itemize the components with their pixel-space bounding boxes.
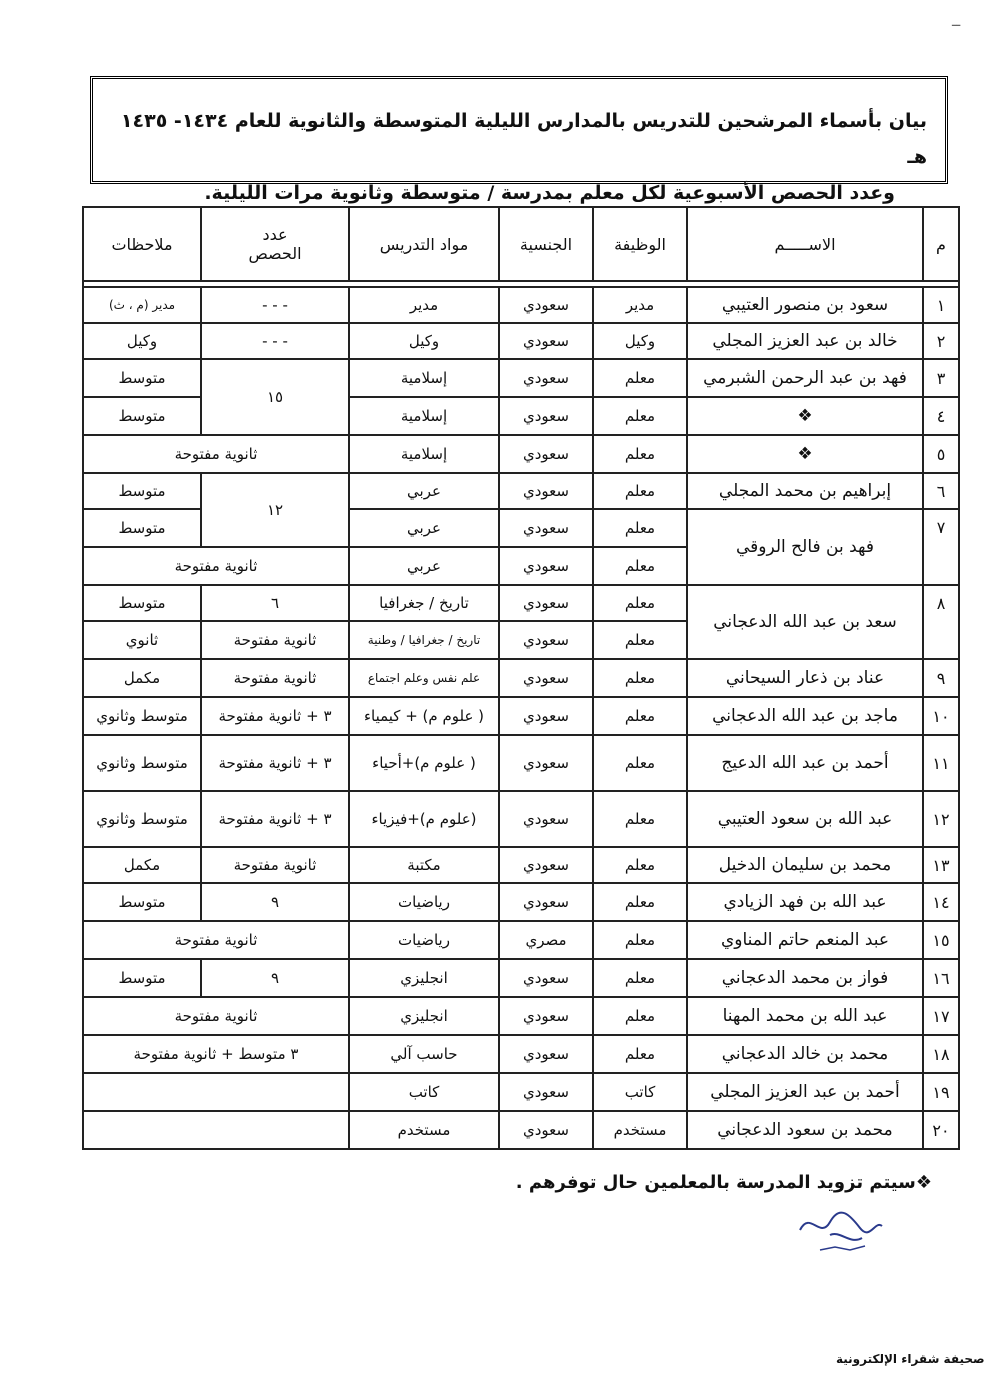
row-name: إبراهيم بن محمد المجلي bbox=[687, 473, 923, 509]
row-name: عناد بن ذعار السيحاني bbox=[687, 659, 923, 697]
row-subject: انجليزي bbox=[349, 997, 499, 1035]
row-nationality: سعودي bbox=[499, 659, 593, 697]
row-num: ٧ bbox=[923, 509, 959, 585]
row-subject: تاريخ / جغرافيا bbox=[349, 585, 499, 621]
table-row bbox=[83, 1111, 959, 1149]
row-num: ١٣ bbox=[923, 847, 959, 883]
row-num: ١٢ bbox=[923, 791, 959, 847]
row-nationality: سعودي bbox=[499, 547, 593, 585]
table-row bbox=[83, 359, 959, 397]
row-subject: (علوم م)+فيزياء bbox=[349, 791, 499, 847]
table-row bbox=[83, 697, 959, 735]
row-notes: متوسط bbox=[83, 397, 201, 435]
row-count: ثانوية مفتوحة bbox=[201, 659, 349, 697]
row-job: معلم bbox=[593, 921, 687, 959]
row-merged-notes: ثانوية مفتوحة bbox=[83, 547, 349, 585]
row-subject: وكيل bbox=[349, 323, 499, 359]
row-job: معلم bbox=[593, 621, 687, 659]
row-subject: تاريخ / جغرافيا / وطنية bbox=[349, 621, 499, 659]
table-row bbox=[83, 997, 959, 1035]
row-subject: عربي bbox=[349, 509, 499, 547]
row-count: ٣ + ثانوية مفتوحة bbox=[201, 791, 349, 847]
row-name: عبد الله بن سعود العتيبي bbox=[687, 791, 923, 847]
row-nationality: سعودي bbox=[499, 435, 593, 473]
row-count: ثانوية مفتوحة bbox=[201, 847, 349, 883]
table-row bbox=[83, 921, 959, 959]
row-name: ❖ bbox=[687, 435, 923, 473]
row-subject: انجليزي bbox=[349, 959, 499, 997]
row-num: ١٠ bbox=[923, 697, 959, 735]
row-name: فهد بن عبد الرحمن الشبرمي bbox=[687, 359, 923, 397]
row-nationality: سعودي bbox=[499, 883, 593, 921]
row-nationality: سعودي bbox=[499, 323, 593, 359]
row-name: عبد الله بن فهد الزيادي bbox=[687, 883, 923, 921]
row-subject: حاسب آلي bbox=[349, 1035, 499, 1073]
candidates-table bbox=[82, 206, 960, 1150]
row-job: معلم bbox=[593, 509, 687, 547]
row-count: ٦ bbox=[201, 585, 349, 621]
row-count: ٩ bbox=[201, 883, 349, 921]
row-name: سعود بن منصور العتيبي bbox=[687, 287, 923, 323]
row-notes: متوسط وثانوي bbox=[83, 791, 201, 847]
footnote: ❖سيتم تزويد المدرسة بالمعلمين حال توفرهم . bbox=[515, 1172, 932, 1193]
row-count: - - - bbox=[201, 287, 349, 323]
row-notes: متوسط bbox=[83, 473, 201, 509]
row-job: معلم bbox=[593, 847, 687, 883]
row-num: ٥ bbox=[923, 435, 959, 473]
row-merged-notes: ٣ متوسط + ثانوية مفتوحة bbox=[83, 1035, 349, 1073]
row-subject: عربي bbox=[349, 473, 499, 509]
row-num: ١٧ bbox=[923, 997, 959, 1035]
table-row bbox=[83, 323, 959, 359]
row-subject: ( علوم م) + كيمياء bbox=[349, 697, 499, 735]
header-num: م bbox=[923, 207, 959, 281]
row-name: ❖ bbox=[687, 397, 923, 435]
row-subject: علم نفس وعلم اجتماع bbox=[349, 659, 499, 697]
row-nationality: سعودي bbox=[499, 791, 593, 847]
row-merged-notes: ثانوية مفتوحة bbox=[83, 435, 349, 473]
row-name: أحمد بن عبد الله الدعيج bbox=[687, 735, 923, 791]
row-name: محمد بن سليمان الدخيل bbox=[687, 847, 923, 883]
header-name: الاســـــم bbox=[687, 207, 923, 281]
row-count: ١٥ bbox=[201, 359, 349, 435]
row-job: معلم bbox=[593, 547, 687, 585]
row-count: ٩ bbox=[201, 959, 349, 997]
row-subject: ( علوم م)+أحياء bbox=[349, 735, 499, 791]
header-count bbox=[201, 207, 349, 281]
header-notes: ملاحظات bbox=[83, 207, 201, 281]
table-row bbox=[83, 1035, 959, 1073]
row-name: محمد بن سعود الدعجاني bbox=[687, 1111, 923, 1149]
row-nationality: سعودي bbox=[499, 697, 593, 735]
header-count-line2: الحصص bbox=[248, 244, 302, 263]
row-merged-notes: ثانوية مفتوحة bbox=[83, 921, 349, 959]
row-job: معلم bbox=[593, 697, 687, 735]
row-name: خالد بن عبد العزيز المجلي bbox=[687, 323, 923, 359]
row-subject: رياضيات bbox=[349, 921, 499, 959]
row-subject: مدير bbox=[349, 287, 499, 323]
row-job: معلم bbox=[593, 585, 687, 621]
header-job: الوظيفة bbox=[593, 207, 687, 281]
table-row bbox=[83, 659, 959, 697]
row-num: ١٤ bbox=[923, 883, 959, 921]
row-notes: ثانوي bbox=[83, 621, 201, 659]
row-num: ٩ bbox=[923, 659, 959, 697]
row-num: ١٩ bbox=[923, 1073, 959, 1111]
row-num: ٨ bbox=[923, 585, 959, 659]
row-notes: مدير (م ، ث) bbox=[83, 287, 201, 323]
header-nationality: الجنسية bbox=[499, 207, 593, 281]
row-merged-notes bbox=[83, 1111, 349, 1149]
row-count: ١٢ bbox=[201, 473, 349, 547]
row-nationality: سعودي bbox=[499, 847, 593, 883]
row-subject: إسلامية bbox=[349, 359, 499, 397]
row-nationality: سعودي bbox=[499, 585, 593, 621]
row-notes: متوسط bbox=[83, 359, 201, 397]
row-notes: مكمل bbox=[83, 847, 201, 883]
row-job: معلم bbox=[593, 359, 687, 397]
row-notes: متوسط bbox=[83, 883, 201, 921]
row-notes: متوسط وثانوي bbox=[83, 697, 201, 735]
row-job: معلم bbox=[593, 959, 687, 997]
row-job: معلم bbox=[593, 397, 687, 435]
row-name: فواز بن محمد الدعجاني bbox=[687, 959, 923, 997]
row-job: معلم bbox=[593, 473, 687, 509]
row-nationality: سعودي bbox=[499, 473, 593, 509]
row-name: محمد بن خالد الدعجاني bbox=[687, 1035, 923, 1073]
row-nationality: سعودي bbox=[499, 959, 593, 997]
row-count: - - - bbox=[201, 323, 349, 359]
table-row bbox=[83, 791, 959, 847]
row-nationality: سعودي bbox=[499, 1035, 593, 1073]
row-nationality: سعودي bbox=[499, 1111, 593, 1149]
title-line-1: بيان بأسماء المرشحين للتدريس بالمدارس الليلية المتوسطة والثانوية للعام ١٤٣٤- ١٤٣٥ هـ bbox=[120, 110, 927, 168]
row-num: ١٦ bbox=[923, 959, 959, 997]
row-job: مدير bbox=[593, 287, 687, 323]
row-merged-notes: ثانوية مفتوحة bbox=[83, 997, 349, 1035]
row-job: وكيل bbox=[593, 323, 687, 359]
row-name: عبد الله بن محمد المهنا bbox=[687, 997, 923, 1035]
row-name: فهد بن فالح الروقي bbox=[687, 509, 923, 585]
row-nationality: سعودي bbox=[499, 509, 593, 547]
row-num: ١١ bbox=[923, 735, 959, 791]
row-nationality: مصري bbox=[499, 921, 593, 959]
row-job: كاتب bbox=[593, 1073, 687, 1111]
header-subject: مواد التدريس bbox=[349, 207, 499, 281]
row-num: ١٥ bbox=[923, 921, 959, 959]
row-nationality: سعودي bbox=[499, 287, 593, 323]
row-subject: رياضيات bbox=[349, 883, 499, 921]
row-num: ٦ bbox=[923, 473, 959, 509]
table-row bbox=[83, 287, 959, 323]
row-job: معلم bbox=[593, 659, 687, 697]
title-line-2: وعدد الحصص الأسبوعية لكل معلم بمدرسة / متوسطة وثانوية مرات الليلية. bbox=[204, 182, 895, 204]
corner-mark: ــ bbox=[952, 14, 961, 30]
row-subject: كاتب bbox=[349, 1073, 499, 1111]
row-subject: عربي bbox=[349, 547, 499, 585]
row-nationality: سعودي bbox=[499, 1073, 593, 1111]
row-notes: متوسط وثانوي bbox=[83, 735, 201, 791]
row-notes: وكيل bbox=[83, 323, 201, 359]
row-subject: مستخدم bbox=[349, 1111, 499, 1149]
table-row bbox=[83, 847, 959, 883]
row-nationality: سعودي bbox=[499, 735, 593, 791]
row-nationality: سعودي bbox=[499, 621, 593, 659]
row-num: ٢٠ bbox=[923, 1111, 959, 1149]
row-name: ماجد بن عبد الله الدعجاني bbox=[687, 697, 923, 735]
row-notes: متوسط bbox=[83, 585, 201, 621]
row-nationality: سعودي bbox=[499, 997, 593, 1035]
row-name: سعد بن عبد الله الدعجاني bbox=[687, 585, 923, 659]
row-notes: مكمل bbox=[83, 659, 201, 697]
row-subject: إسلامية bbox=[349, 397, 499, 435]
header-count-line1: عدد bbox=[262, 225, 288, 244]
table-row bbox=[83, 585, 959, 621]
row-job: معلم bbox=[593, 435, 687, 473]
row-num: ١٨ bbox=[923, 1035, 959, 1073]
row-notes: متوسط bbox=[83, 959, 201, 997]
table-row bbox=[83, 435, 959, 473]
row-job: معلم bbox=[593, 997, 687, 1035]
row-count: ثانوية مفتوحة bbox=[201, 621, 349, 659]
row-subject: مكتبة bbox=[349, 847, 499, 883]
row-notes: متوسط bbox=[83, 509, 201, 547]
table-row bbox=[83, 473, 959, 509]
row-nationality: سعودي bbox=[499, 359, 593, 397]
table-row bbox=[83, 735, 959, 791]
row-job: مستخدم bbox=[593, 1111, 687, 1149]
row-num: ١ bbox=[923, 287, 959, 323]
row-num: ٢ bbox=[923, 323, 959, 359]
table-row bbox=[83, 1073, 959, 1111]
table-row bbox=[83, 959, 959, 997]
row-nationality: سعودي bbox=[499, 397, 593, 435]
row-num: ٤ bbox=[923, 397, 959, 435]
table-row bbox=[83, 883, 959, 921]
row-merged-notes bbox=[83, 1073, 349, 1111]
row-num: ٣ bbox=[923, 359, 959, 397]
row-name: عبد المنعم حاتم المناوي bbox=[687, 921, 923, 959]
header-row bbox=[83, 207, 959, 281]
signature-image bbox=[790, 1200, 890, 1260]
row-job: معلم bbox=[593, 791, 687, 847]
row-count: ٣ + ثانوية مفتوحة bbox=[201, 735, 349, 791]
row-job: معلم bbox=[593, 735, 687, 791]
title-box bbox=[90, 76, 948, 204]
row-job: معلم bbox=[593, 883, 687, 921]
row-subject: إسلامية bbox=[349, 435, 499, 473]
row-count: ٣ + ثانوية مفتوحة bbox=[201, 697, 349, 735]
row-job: معلم bbox=[593, 1035, 687, 1073]
row-name: أحمد بن عبد العزيز المجلي bbox=[687, 1073, 923, 1111]
footer-source: صحيفة شقراء الإلكترونية bbox=[836, 1352, 985, 1366]
